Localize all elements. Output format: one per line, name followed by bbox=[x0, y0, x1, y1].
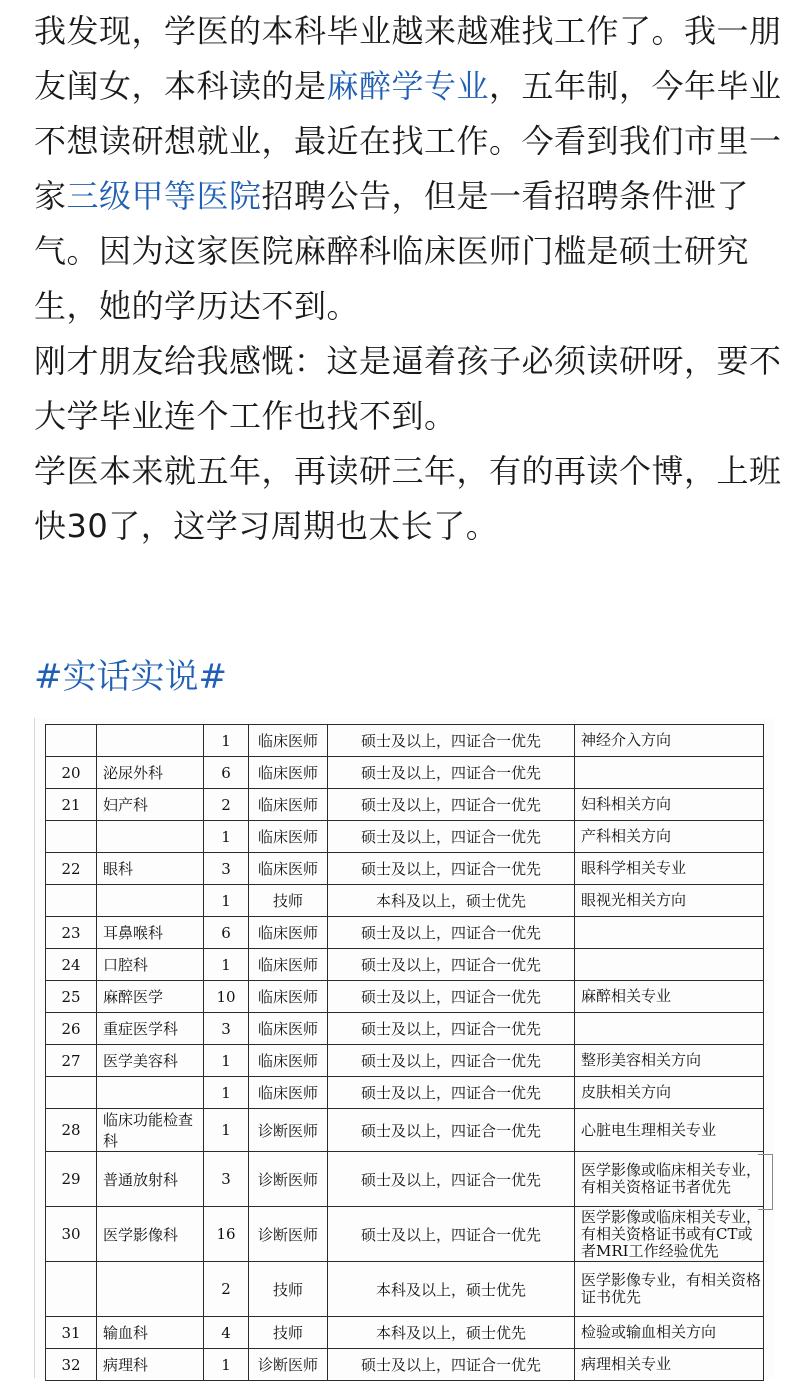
cell-remark: 医学影像或临床相关专业，有相关资格证书者优先 bbox=[575, 1152, 764, 1207]
cell-remark: 整形美容相关方向 bbox=[575, 1045, 764, 1077]
cell-position: 诊断医师 bbox=[249, 1207, 328, 1262]
cell-remark bbox=[575, 1013, 764, 1045]
cell-remark: 病理相关专业 bbox=[575, 1349, 764, 1381]
cell-department: 耳鼻喉科 bbox=[97, 917, 204, 949]
cell-row-number bbox=[46, 1077, 97, 1109]
topic-link-anesthesiology[interactable]: 麻醉学专业 bbox=[326, 67, 490, 105]
post-paragraph-2: 刚才朋友给我感慨：这是逼着孩子必须读研呀，要不大学毕业连个工作也找不到。 bbox=[34, 342, 782, 435]
cell-headcount: 1 bbox=[204, 725, 249, 757]
cell-position: 诊断医师 bbox=[249, 1109, 328, 1152]
table-row bbox=[46, 1349, 764, 1381]
cell-department: 眼科 bbox=[97, 853, 204, 885]
cell-row-number: 27 bbox=[46, 1045, 97, 1077]
cell-row-number: 28 bbox=[46, 1109, 97, 1152]
cell-position: 临床医师 bbox=[249, 725, 328, 757]
cell-position: 技师 bbox=[249, 1317, 328, 1349]
table-row bbox=[46, 1262, 764, 1317]
cell-row-number: 24 bbox=[46, 949, 97, 981]
cell-remark: 麻醉相关专业 bbox=[575, 981, 764, 1013]
post-body bbox=[34, 4, 794, 554]
cell-headcount: 1 bbox=[204, 885, 249, 917]
cell-row-number bbox=[46, 821, 97, 853]
cell-position: 临床医师 bbox=[249, 789, 328, 821]
cell-position: 诊断医师 bbox=[249, 1152, 328, 1207]
cell-row-number: 25 bbox=[46, 981, 97, 1013]
cell-position: 技师 bbox=[249, 1262, 328, 1317]
cell-position: 临床医师 bbox=[249, 981, 328, 1013]
cell-position: 临床医师 bbox=[249, 821, 328, 853]
cell-requirement: 硕士及以上，四证合一优先 bbox=[328, 789, 575, 821]
cell-requirement: 硕士及以上，四证合一优先 bbox=[328, 1109, 575, 1152]
cell-headcount: 1 bbox=[204, 821, 249, 853]
cell-department: 临床功能检查科 bbox=[97, 1109, 204, 1152]
cell-requirement: 硕士及以上，四证合一优先 bbox=[328, 853, 575, 885]
table-row bbox=[46, 1317, 764, 1349]
cell-requirement: 硕士及以上，四证合一优先 bbox=[328, 1077, 575, 1109]
table-row bbox=[46, 821, 764, 853]
cell-headcount: 2 bbox=[204, 1262, 249, 1317]
cell-row-number: 22 bbox=[46, 853, 97, 885]
cell-department: 泌尿外科 bbox=[97, 757, 204, 789]
table-row bbox=[46, 1152, 764, 1207]
cell-row-number: 21 bbox=[46, 789, 97, 821]
table-row bbox=[46, 725, 764, 757]
cell-remark: 产科相关方向 bbox=[575, 821, 764, 853]
cell-headcount: 1 bbox=[204, 949, 249, 981]
cell-remark bbox=[575, 917, 764, 949]
cell-row-number bbox=[46, 1262, 97, 1317]
cell-remark bbox=[575, 949, 764, 981]
cell-headcount: 2 bbox=[204, 789, 249, 821]
recruitment-table bbox=[45, 724, 764, 1381]
cell-row-number: 20 bbox=[46, 757, 97, 789]
cell-requirement: 硕士及以上，四证合一优先 bbox=[328, 757, 575, 789]
cell-requirement: 硕士及以上，四证合一优先 bbox=[328, 1013, 575, 1045]
table-row bbox=[46, 981, 764, 1013]
table-edge-fragment bbox=[758, 1154, 773, 1210]
post-paragraph-3: 学医本来就五年，再读研三年，有的再读个博，上班快30了，这学习周期也太长了。 bbox=[34, 452, 782, 545]
cell-row-number bbox=[46, 885, 97, 917]
hashtag-link[interactable]: #实话实说# bbox=[34, 657, 227, 697]
cell-position: 临床医师 bbox=[249, 757, 328, 789]
post-text: 我一朋友闺女，本科读的是 bbox=[34, 12, 782, 105]
cell-remark: 妇科相关方向 bbox=[575, 789, 764, 821]
cell-requirement: 硕士及以上，四证合一优先 bbox=[328, 821, 575, 853]
cell-department bbox=[97, 821, 204, 853]
table-row bbox=[46, 917, 764, 949]
cell-position: 临床医师 bbox=[249, 949, 328, 981]
cell-remark: 皮肤相关方向 bbox=[575, 1077, 764, 1109]
cell-remark: 心脏电生理相关专业 bbox=[575, 1109, 764, 1152]
post-text: 我发现，学医的本科毕业越来越难找工作了。 bbox=[34, 12, 685, 50]
cell-headcount: 6 bbox=[204, 757, 249, 789]
cell-department: 妇产科 bbox=[97, 789, 204, 821]
cell-requirement: 硕士及以上，四证合一优先 bbox=[328, 1207, 575, 1262]
cell-position: 技师 bbox=[249, 885, 328, 917]
cell-requirement: 本科及以上，硕士优先 bbox=[328, 1317, 575, 1349]
cell-remark: 眼科学相关专业 bbox=[575, 853, 764, 885]
cell-department bbox=[97, 725, 204, 757]
cell-requirement: 硕士及以上，四证合一优先 bbox=[328, 725, 575, 757]
post-text: ，五年制，今年毕业不想读研想就业，最近在找工作。今看到我们市里一家 bbox=[34, 67, 782, 215]
cell-headcount: 1 bbox=[204, 1045, 249, 1077]
table-row bbox=[46, 789, 764, 821]
cell-headcount: 1 bbox=[204, 1349, 249, 1381]
topic-link-tertiary-hospital[interactable]: 三级甲等医院 bbox=[66, 177, 262, 215]
cell-remark: 检验或输血相关方向 bbox=[575, 1317, 764, 1349]
cell-requirement: 硕士及以上，四证合一优先 bbox=[328, 981, 575, 1013]
cell-row-number: 26 bbox=[46, 1013, 97, 1045]
cell-headcount: 6 bbox=[204, 917, 249, 949]
cell-department: 普通放射科 bbox=[97, 1152, 204, 1207]
cell-remark bbox=[575, 757, 764, 789]
cell-position: 临床医师 bbox=[249, 1013, 328, 1045]
table-row bbox=[46, 853, 764, 885]
cell-requirement: 本科及以上，硕士优先 bbox=[328, 885, 575, 917]
cell-requirement: 硕士及以上，四证合一优先 bbox=[328, 1045, 575, 1077]
cell-requirement: 本科及以上，硕士优先 bbox=[328, 1262, 575, 1317]
table-row bbox=[46, 1077, 764, 1109]
cell-department: 口腔科 bbox=[97, 949, 204, 981]
cell-remark: 眼视光相关方向 bbox=[575, 885, 764, 917]
recruitment-table-image bbox=[34, 718, 775, 1378]
cell-headcount: 3 bbox=[204, 1013, 249, 1045]
cell-remark: 神经介入方向 bbox=[575, 725, 764, 757]
cell-requirement: 硕士及以上，四证合一优先 bbox=[328, 917, 575, 949]
table-row bbox=[46, 757, 764, 789]
cell-department bbox=[97, 885, 204, 917]
cell-remark: 医学影像专业，有相关资格证书优先 bbox=[575, 1262, 764, 1317]
cell-headcount: 10 bbox=[204, 981, 249, 1013]
cell-row-number: 29 bbox=[46, 1152, 97, 1207]
cell-requirement: 硕士及以上，四证合一优先 bbox=[328, 949, 575, 981]
cell-headcount: 1 bbox=[204, 1077, 249, 1109]
cell-requirement: 硕士及以上，四证合一优先 bbox=[328, 1152, 575, 1207]
post-paragraph-1 bbox=[34, 4, 794, 334]
cell-department bbox=[97, 1077, 204, 1109]
table-row bbox=[46, 1207, 764, 1262]
cell-headcount: 4 bbox=[204, 1317, 249, 1349]
cell-row-number: 30 bbox=[46, 1207, 97, 1262]
cell-headcount: 16 bbox=[204, 1207, 249, 1262]
cell-row-number: 23 bbox=[46, 917, 97, 949]
cell-row-number bbox=[46, 725, 97, 757]
cell-row-number: 31 bbox=[46, 1317, 97, 1349]
cell-department: 病理科 bbox=[97, 1349, 204, 1381]
table-row bbox=[46, 1045, 764, 1077]
cell-department: 麻醉医学 bbox=[97, 981, 204, 1013]
cell-department: 输血科 bbox=[97, 1317, 204, 1349]
table-row bbox=[46, 1109, 764, 1152]
cell-position: 临床医师 bbox=[249, 1045, 328, 1077]
cell-headcount: 3 bbox=[204, 853, 249, 885]
cell-headcount: 3 bbox=[204, 1152, 249, 1207]
cell-position: 临床医师 bbox=[249, 853, 328, 885]
cell-position: 临床医师 bbox=[249, 1077, 328, 1109]
post-text: 招聘公告，但是一看招聘条件泄了气。因为这家医院麻醉科临床医师门槛是硕士研究生，她的学历达不到。 bbox=[34, 177, 750, 325]
cell-position: 临床医师 bbox=[249, 917, 328, 949]
table-row bbox=[46, 949, 764, 981]
cell-remark: 医学影像或临床相关专业，有相关资格证书或有CT或者MRI工作经验优先 bbox=[575, 1207, 764, 1262]
cell-department: 重症医学科 bbox=[97, 1013, 204, 1045]
cell-department: 医学影像科 bbox=[97, 1207, 204, 1262]
cell-requirement: 硕士及以上，四证合一优先 bbox=[328, 1349, 575, 1381]
cell-department: 医学美容科 bbox=[97, 1045, 204, 1077]
cell-row-number: 32 bbox=[46, 1349, 97, 1381]
table-row bbox=[46, 885, 764, 917]
table-row bbox=[46, 1013, 764, 1045]
cell-headcount: 1 bbox=[204, 1109, 249, 1152]
cell-department bbox=[97, 1262, 204, 1317]
cell-position: 诊断医师 bbox=[249, 1349, 328, 1381]
